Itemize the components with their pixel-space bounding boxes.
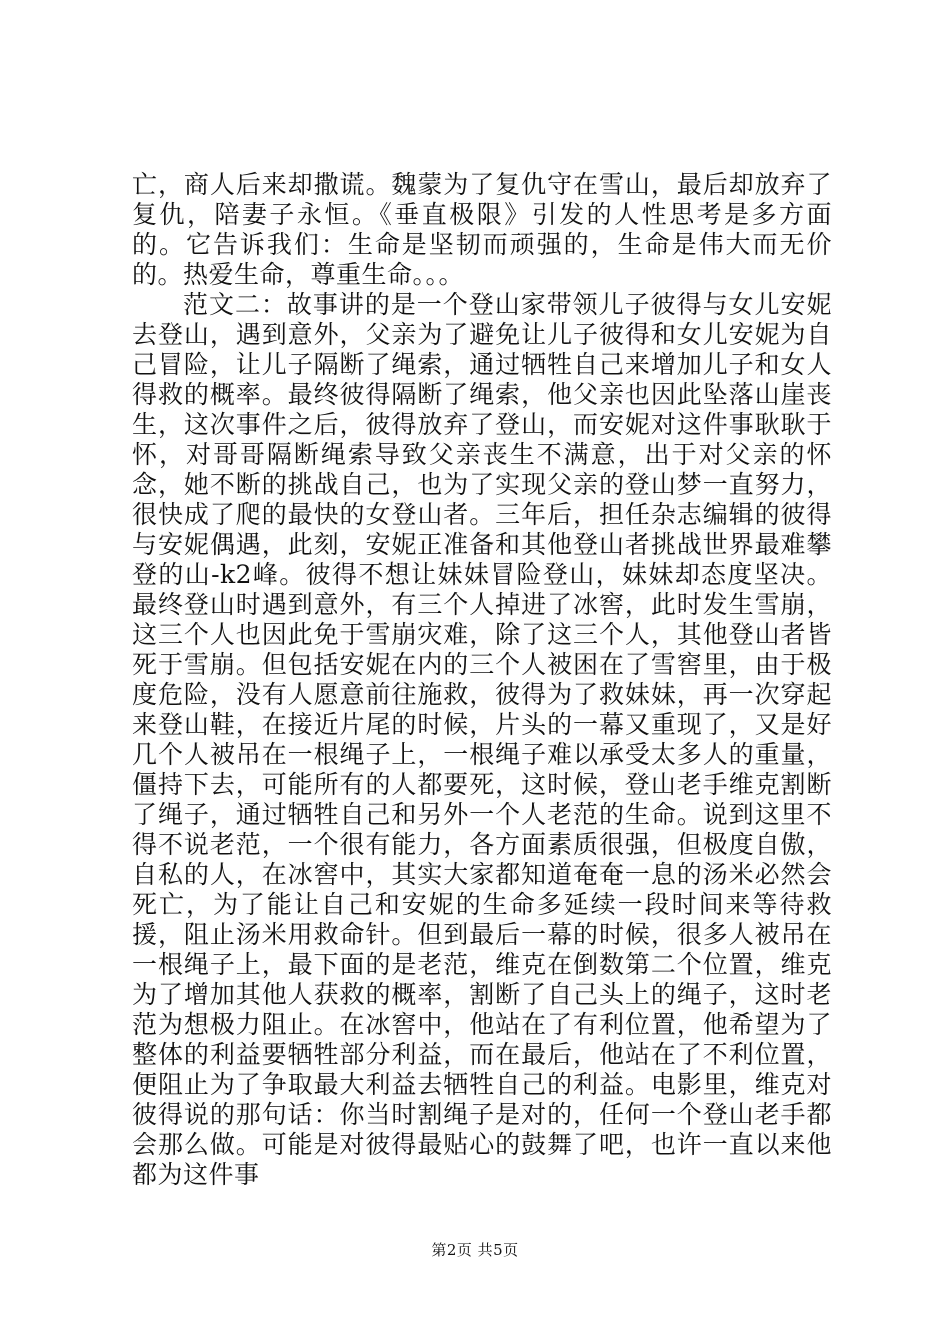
paragraph-1: 亡，商人后来却撒谎。魏蒙为了复仇守在雪山，最后却放弃了复仇，陪妻子永恒。《垂直极限》引发的人性思考是多方面的。它告诉我们：生命是坚韧而顽强的，生命是伟大而无价的。热爱生命，尊重生命。。。	[132, 170, 832, 289]
page-number-footer: 第2页 共5页	[431, 1241, 519, 1259]
paragraph-2: 范文二：故事讲的是一个登山家带领儿子彼得与女儿安妮去登山，遇到意外，父亲为了避免让儿子彼得和女儿安妮为自己冒险，让儿子隔断了绳索，通过牺牲自己来增加儿子和女人得救的概率。最终彼得隔断了绳索，他父亲也因此坠落山崖丧生，这次事件之后，彼得放弃了登山，而安妮对这件事耿耿于怀，对哥哥隔断绳索导致父亲丧生不满意，出于对父亲的怀念，她不断的挑战自己，也为了实现父亲的登山梦一直努力，很快成了爬的最快的女登山者。三年后，担任杂志编辑的彼得与安妮偶遇，此刻，安妮正准备和其他登山者挑战世界最难攀登的山-k2峰。彼得不想让妹妹冒险登山，妹妹却态度坚决。最终登山时遇到意外，有三个人掉进了冰窖，此时发生雪崩，这三个人也因此免于雪崩灾难，除了这三个人，其他登山者皆死于雪崩。但包括安妮在内的三个人被困在了雪窖里，由于极度危险，没有人愿意前往施救，彼得为了救妹妹，再一次穿起来登山鞋，在接近片尾的时候，片头的一幕又重现了，又是好几个人被吊在一根绳子上，一根绳子难以承受太多人的重量，僵持下去，可能所有的人都要死，这时候，登山老手维克割断了绳子，通过牺牲自己和另外一个人老范的生命。说到这里不得不说老范，一个很有能力，各方面素质很强，但极度自傲，自私的人，在冰窖中，其实大家都知道奄奄一息的汤米必然会死亡，为了能让自己和安妮的生命多延续一段时间来等待救援，阻止汤米用救命针。但到最后一幕的时候，很多人被吊在一根绳子上，最下面的是老范，维克在倒数第二个位置，维克为了增加其他人获救的概率，割断了自己头上的绳子，这时老范为想极力阻止。在冰窖中，他站在了有利位置，他希望为了整体的利益要牺牲部分利益，而在最后，他站在了不利位置，便阻止为了争取最大利益去牺牲自己的利益。电影里，维克对彼得说的那句话：你当时割绳子是对的，任何一个登山老手都会那么做。可能是对彼得最贴心的鼓舞了吧，也许一直以来他都为这件事	[132, 290, 832, 1189]
document-body	[132, 170, 832, 1190]
